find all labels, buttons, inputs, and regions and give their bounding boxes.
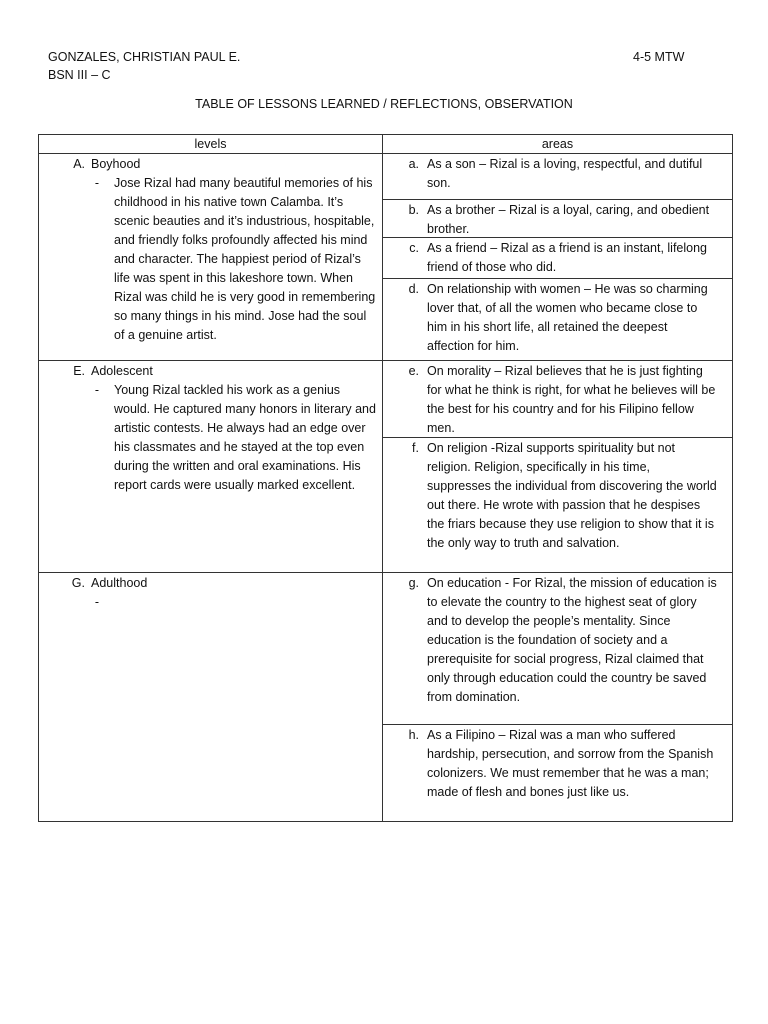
area-text: As a friend – Rizal as a friend is an instant, lifelong friend of those who did. <box>427 241 708 274</box>
area-item <box>383 573 732 724</box>
bullet-dash: - <box>94 176 99 190</box>
area-letter: d. <box>408 282 419 296</box>
level-name: Adulthood <box>91 576 148 590</box>
class-schedule: 4-5 MTW <box>633 50 685 64</box>
area-letter: a. <box>408 157 419 171</box>
table-row <box>39 572 732 821</box>
area-item <box>383 199 732 237</box>
student-section: BSN III – C <box>48 68 111 82</box>
level-description: Young Rizal tackled his work as a genius would. He captured many honors in literary and artistic contests. He always had an edge over his classmates and he stayed at the top even during the written and oral examinations. His report cards were usually marked excellent. <box>114 383 376 492</box>
area-text: On morality – Rizal believes that he is just fighting for what he think is right, for what he believes will be the best for his country and for his Filipino fellow men. <box>427 364 716 435</box>
bullet-dash: - <box>94 383 99 397</box>
area-item <box>383 724 732 821</box>
level-name: Boyhood <box>91 157 141 171</box>
student-name: GONZALES, CHRISTIAN PAUL E. <box>48 50 241 64</box>
bullet-dash: - <box>94 595 99 609</box>
areas-cell <box>383 361 732 572</box>
document-title: TABLE OF LESSONS LEARNED / REFLECTIONS, OBSERVATION <box>195 97 573 111</box>
level-cell-boyhood <box>39 154 383 360</box>
level-letter: A. <box>73 157 85 171</box>
column-header-levels: levels <box>39 135 383 153</box>
level-cell-adulthood <box>39 573 383 821</box>
level-name: Adolescent <box>91 364 153 378</box>
column-header-areas: areas <box>541 137 574 151</box>
area-letter: c. <box>409 241 419 255</box>
area-text: As a Filipino – Rizal was a man who suffered hardship, persecution, and sorrow from the Spanish colonizers. We must remember that he was a man; made of flesh and bones just like us. <box>427 728 714 799</box>
area-item <box>383 278 732 360</box>
area-text: As a son – Rizal is a loving, respectful, and dutiful son. <box>427 157 703 190</box>
lessons-table <box>38 134 733 822</box>
level-letter: E. <box>73 364 85 378</box>
table-header-row <box>39 135 732 153</box>
area-letter: b. <box>408 203 419 217</box>
area-text: On religion -Rizal supports spirituality but not religion. Religion, specifically in his time, suppresses the individual from discovering the world out there. He wrote with passion that he despises the friars because they use religion to show that it is the only way to truth and salvation. <box>427 441 717 550</box>
table-row <box>39 153 732 360</box>
area-letter: g. <box>408 576 419 590</box>
area-item <box>383 361 732 437</box>
table-row <box>39 360 732 572</box>
level-letter: G. <box>71 576 85 590</box>
areas-cell <box>383 573 732 821</box>
level-cell-adolescent <box>39 361 383 572</box>
area-item <box>383 437 732 572</box>
area-item <box>383 154 732 199</box>
area-letter: h. <box>408 728 419 742</box>
level-description <box>114 593 379 612</box>
level-description: Jose Rizal had many beautiful memories of his childhood in his native town Calamba. It’s scenic beauties and it’s industrious, hospitable, and friendly folks profoundly affected his mind and character. The happiest period of Rizal’s life was spent in this lakeshore town. When Rizal was child he is very good in remembering so many things in his mind. Jose had the soul of a genuine artist. <box>114 176 376 342</box>
area-text: As a brother – Rizal is a loyal, caring, and obedient brother. <box>427 203 710 236</box>
area-letter: e. <box>408 364 419 378</box>
area-letter: f. <box>412 441 419 455</box>
area-text: On education - For Rizal, the mission of education is to elevate the country to the highest seat of glory and to develop the people’s mentality. Since education is the foundation of society and a prerequisite for social progress, Rizal claimed that only through education could the country be saved from domination. <box>427 576 717 704</box>
areas-cell <box>383 154 732 360</box>
area-text: On relationship with women – He was so charming lover that, of all the women who became close to him in his short life, all retained the deepest affection for him. <box>427 282 708 353</box>
area-item <box>383 237 732 278</box>
